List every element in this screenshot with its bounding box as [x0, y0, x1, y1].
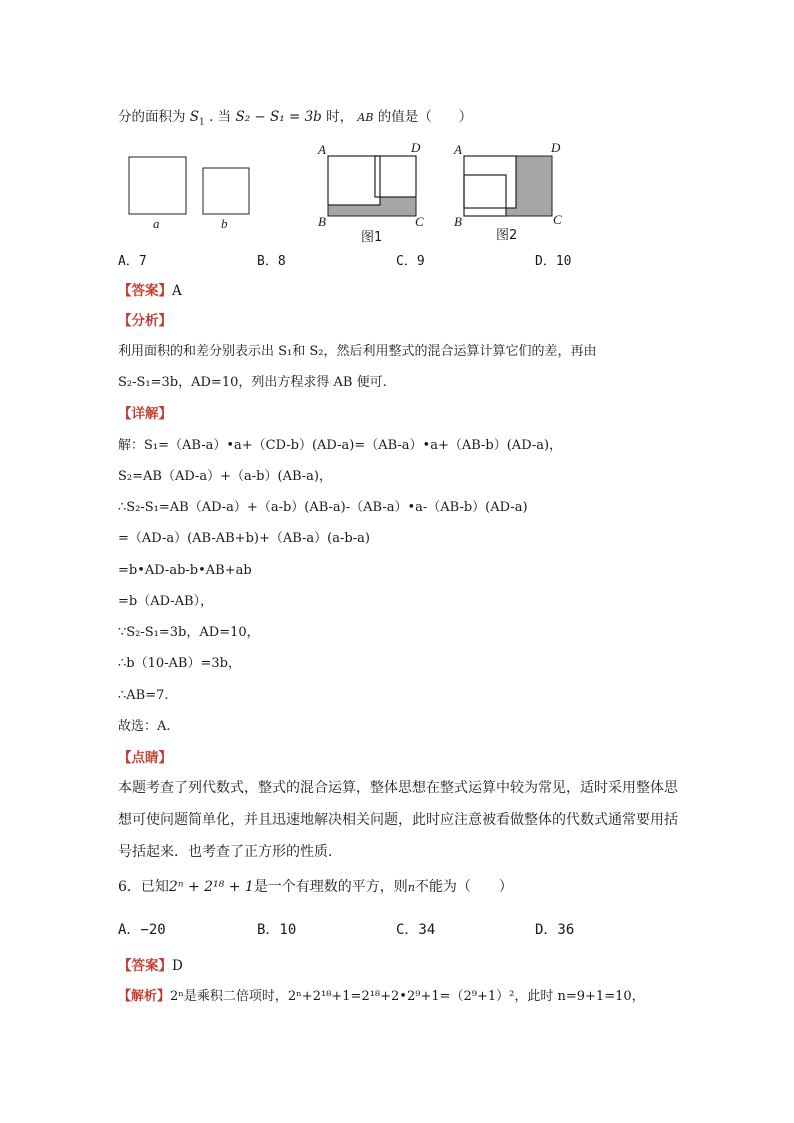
q6-stem-c: 不能为（ ） [414, 879, 513, 895]
q6-option-c: C．34 [396, 922, 436, 938]
q6-analysis-text: 2ⁿ是乘积二倍项时，2ⁿ+2¹⁸+1=2¹⁸+2•2⁹+1=（2⁹+1）²，此时 n=9+1=10， [170, 989, 645, 1004]
q6-analysis-tag: 【解析】 [118, 989, 171, 1004]
q6-option-a: A．−20 [118, 922, 166, 938]
fig1-caption: 图1 [361, 230, 383, 245]
detail-line-10: 故选：A. [118, 719, 171, 734]
q5-analysis-2: S₂-S₁=3b，AD=10，列出方程求得 AB 便可. [118, 375, 387, 390]
q5-analysis-1: 利用面积的和差分别表示出 S₁和 S₂，然后利用整式的混合运算计算它们的差，再由 [118, 344, 597, 359]
fig2-label-D: D [551, 140, 561, 155]
fig2-square-b [464, 175, 506, 216]
fig2-caption: 图2 [496, 228, 518, 243]
detail-line-2: S₂=AB（AD-a）+（a-b）(AB-a)， [118, 469, 332, 484]
fig1-label-B: B [318, 214, 326, 229]
q6-expression: 2ⁿ + 2¹⁸ + 1 [168, 879, 254, 895]
q6-option-d: D．36 [535, 922, 575, 938]
fig1-label-D: D [411, 140, 421, 155]
fig2-label-B: B [454, 214, 462, 229]
q5-equation: S₂ − S₁ = 3b [235, 109, 322, 125]
fig1-label-C: C [415, 214, 424, 229]
q5-option-a: A．7 [118, 254, 147, 269]
q6-answer [118, 956, 183, 976]
q6-stem [118, 877, 513, 898]
detail-line-8: ∴b（10-AB）=3b， [118, 656, 241, 671]
q5-ab: AB [357, 111, 374, 124]
q6-analysis [118, 987, 645, 1007]
comment-tag: 【点睛】 [118, 750, 172, 766]
detail-line-5: =b•AD-ab-b•AB+ab [118, 563, 252, 578]
fig1-label-A: A [318, 142, 326, 157]
q5-s1-sub: 1 [199, 117, 205, 128]
q5-figures [0, 0, 794, 260]
detail-tag: 【详解】 [118, 406, 172, 422]
detail-line-3: ∴S₂-S₁=AB（AD-a）+（a-b）(AB-a)-（AB-a）•a-（AB-b）(AD-a) [118, 500, 528, 515]
q5-option-c: C．9 [396, 254, 425, 269]
detail-line-9: ∴AB=7. [118, 688, 169, 703]
label-a: a [153, 216, 160, 231]
fig2-label-A: A [454, 142, 462, 157]
square-b [203, 168, 249, 214]
answer-value: A [172, 283, 182, 299]
fig1-shaded [328, 197, 416, 216]
fig2-square-a [464, 156, 516, 208]
label-b: b [221, 216, 228, 231]
q6-stem-b: 是一个有理数的平方，则 [253, 879, 408, 895]
q6-answer-tag: 【答案】 [118, 958, 172, 974]
q5-comment-tag [118, 748, 172, 768]
q5-option-d: D．10 [535, 254, 572, 269]
q5-comment: 本题考查了列代数式，整式的混合运算，整体思想在整式运算中较为常见，适时采用整体思想可使问题简单化，并且迅速地解决相关问题，此时应注意被看做整体的代数式通常要用括号括起来．也考查了正方形的性质． [118, 780, 678, 860]
q6-n: n [407, 881, 415, 894]
analysis-tag: 【分析】 [118, 313, 172, 329]
q6-stem-a: 6．已知 [118, 879, 169, 895]
q5-analysis-tag [118, 311, 172, 331]
detail-line-1: 解：S₁=（AB-a）•a+（CD-b）(AD-a)=（AB-a）•a+（AB-b）(AD-a)， [118, 438, 563, 453]
fig1-square-a [328, 156, 380, 205]
q5-stem-b: . 当 [209, 109, 232, 125]
answer-tag: 【答案】 [118, 283, 172, 299]
q5-stem-a: 分的面积为 [118, 109, 186, 125]
square-a [129, 157, 186, 214]
fig1-square-b [375, 156, 416, 197]
q5-s1: S [189, 109, 200, 125]
q5-detail-tag [118, 404, 172, 424]
q5-answer [118, 281, 182, 301]
q5-stem-c: 时， [326, 109, 354, 125]
q6-answer-value: D [172, 958, 183, 974]
q5-stem-d: 的值是（ ） [377, 109, 473, 125]
q5-option-b: B．8 [257, 254, 286, 269]
detail-line-6: =b（AD-AB）， [118, 594, 214, 609]
q6-option-b: B．10 [257, 922, 297, 938]
detail-line-7: ∵S₂-S₁=3b，AD=10， [118, 625, 260, 640]
fig2-label-C: C [553, 212, 562, 227]
detail-line-4: =（AD-a）(AB-AB+b)+（AB-a）(a-b-a) [118, 531, 370, 546]
fig2-shaded [506, 156, 552, 216]
